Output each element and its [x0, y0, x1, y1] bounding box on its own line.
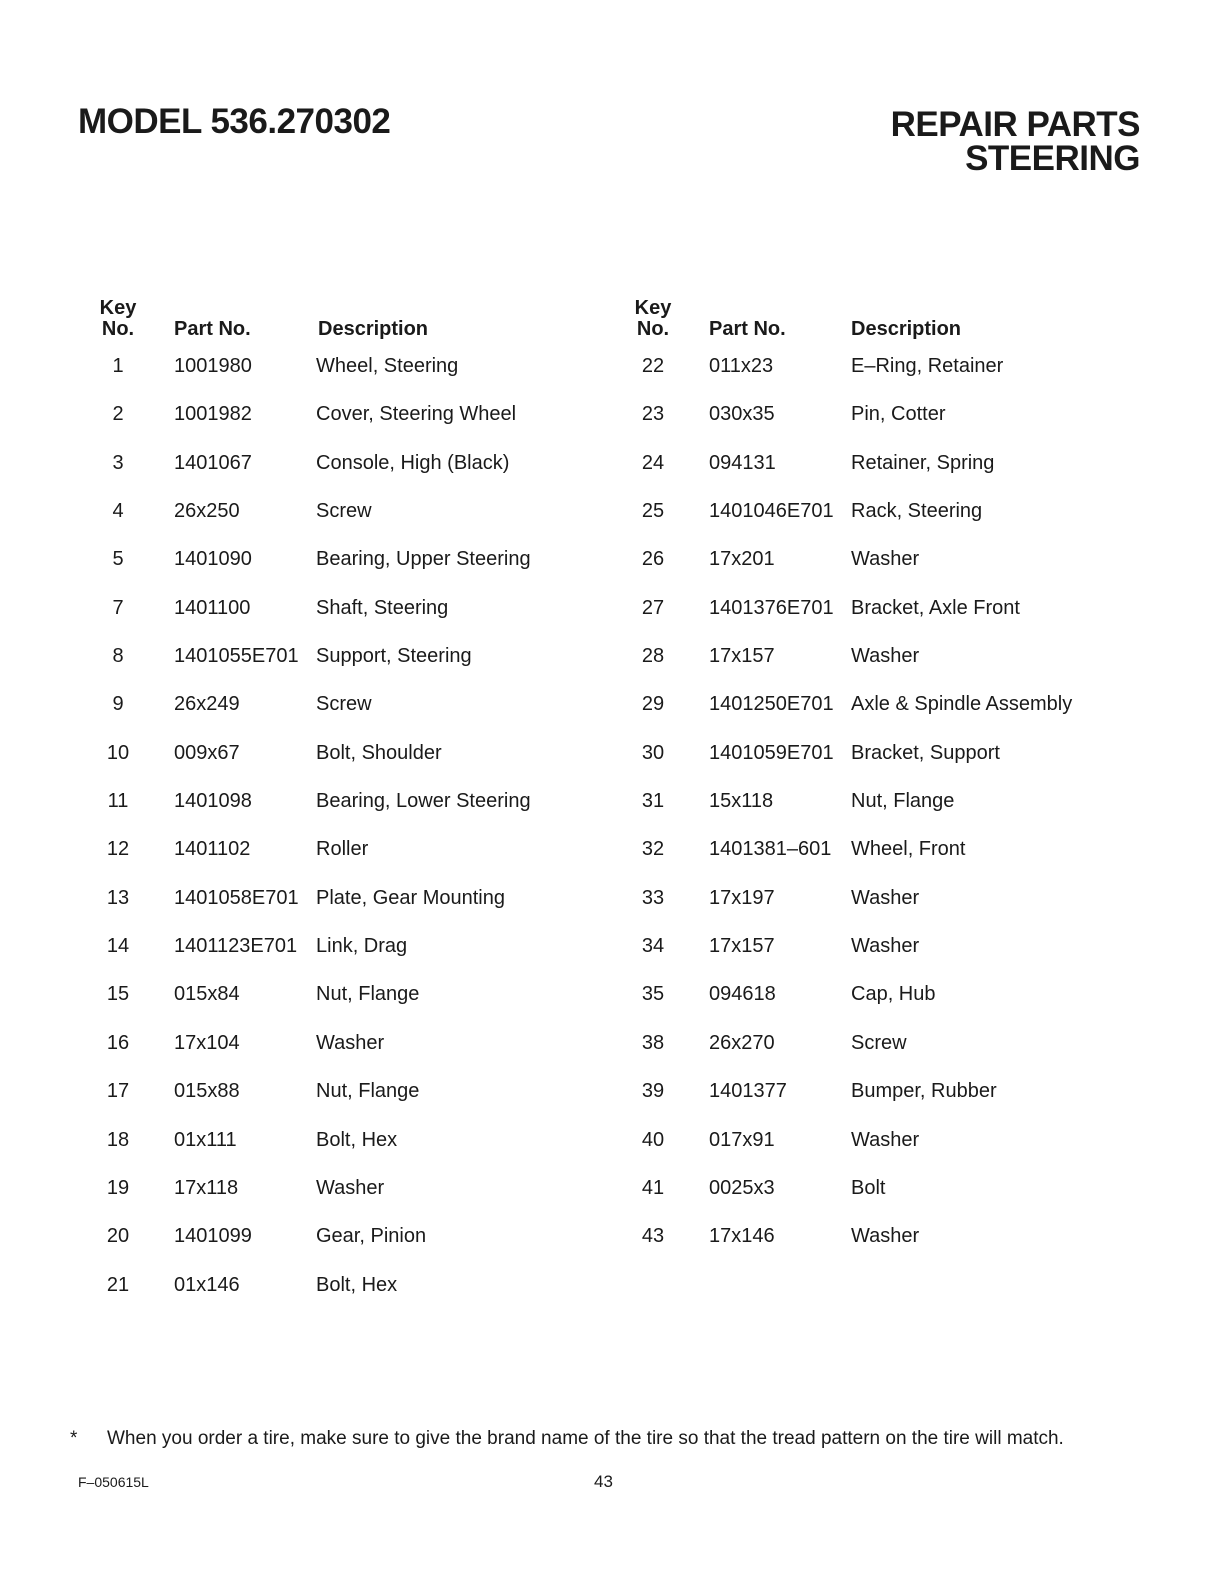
- part-number: 094131: [709, 451, 776, 474]
- part-description: Cap, Hub: [851, 983, 936, 1006]
- key-number: 3: [112, 451, 124, 474]
- part-description: Rack, Steering: [851, 500, 983, 523]
- part-number: 1401100: [174, 596, 251, 619]
- part-number: 17x197: [709, 886, 775, 909]
- key-number: 22: [641, 355, 665, 377]
- key-number: 12: [106, 838, 130, 861]
- part-description: Bolt, Hex: [316, 1128, 398, 1151]
- note-text: When you order a tire, make sure to give the brand name of the tire so that the tread pattern on the tire will match.: [107, 1428, 1064, 1449]
- part-number: 26x249: [174, 693, 240, 716]
- part-description: Bumper, Rubber: [851, 1080, 997, 1103]
- part-number: 17x201: [709, 548, 775, 571]
- key-number: 17: [106, 1080, 130, 1103]
- key-number: 1: [112, 355, 124, 377]
- part-number: 17x157: [709, 645, 775, 668]
- key-number: 28: [641, 645, 665, 668]
- key-number: 5: [112, 548, 124, 571]
- part-description: Bearing, Upper Steering: [316, 548, 531, 571]
- part-description: Bolt, Shoulder: [316, 741, 442, 764]
- model-title: MODEL 536.270302: [78, 102, 391, 141]
- part-description: Roller: [316, 838, 369, 861]
- key-number: 40: [641, 1128, 665, 1151]
- part-number: 1401381–601: [709, 838, 832, 861]
- part-number: 011x23: [709, 355, 774, 377]
- key-number: 8: [112, 645, 124, 668]
- key-number: 16: [106, 1031, 130, 1054]
- part-number: 1401250E701: [709, 693, 834, 716]
- part-number: 1401055E701: [174, 645, 299, 668]
- part-description: Washer: [851, 886, 920, 909]
- part-description: Bracket, Support: [851, 741, 1000, 764]
- key-number: 24: [641, 451, 665, 474]
- part-number: 1401090: [174, 548, 252, 571]
- part-no-header: Part No.: [174, 318, 251, 340]
- part-description: Wheel, Front: [851, 838, 966, 861]
- key-number: 34: [641, 935, 665, 958]
- part-description: Washer: [851, 1225, 920, 1248]
- part-description: Washer: [851, 645, 920, 668]
- key-header-line2: No.: [636, 318, 670, 340]
- part-number: 017x91: [709, 1128, 775, 1151]
- key-number: 26: [641, 548, 665, 571]
- key-number: 15: [106, 983, 130, 1006]
- part-description: Nut, Flange: [851, 790, 955, 813]
- part-description: Bearing, Lower Steering: [316, 790, 531, 813]
- key-number: 4: [112, 500, 124, 523]
- part-description: Shaft, Steering: [316, 596, 449, 619]
- key-number: 20: [106, 1225, 130, 1248]
- part-number: 26x250: [174, 500, 240, 523]
- key-no-header: [623, 298, 683, 340]
- part-description: Washer: [851, 935, 920, 958]
- part-description: Plate, Gear Mounting: [316, 886, 505, 909]
- part-number: 0025x3: [709, 1176, 775, 1199]
- part-description: Bolt: [851, 1176, 886, 1199]
- part-number: 1401102: [174, 838, 251, 861]
- part-number: 1401058E701: [174, 886, 299, 909]
- part-number: 15x118: [709, 790, 774, 813]
- part-number: 1401377: [709, 1080, 787, 1103]
- key-number: 23: [641, 403, 665, 426]
- description-header: Description: [851, 318, 962, 340]
- part-number: 030x35: [709, 403, 775, 426]
- part-description: Nut, Flange: [316, 983, 420, 1006]
- key-number: 31: [641, 790, 665, 813]
- form-number: F–050615L: [78, 1474, 149, 1490]
- page-number: 43: [594, 1472, 613, 1491]
- part-description: Washer: [316, 1031, 385, 1054]
- part-description: Washer: [851, 1128, 920, 1151]
- part-number: 1401123E701: [174, 935, 298, 958]
- part-description: Support, Steering: [316, 645, 472, 668]
- part-description: Washer: [851, 548, 920, 571]
- part-description: Cover, Steering Wheel: [316, 403, 517, 426]
- part-description: Washer: [316, 1176, 385, 1199]
- key-number: 25: [641, 500, 665, 523]
- part-number: 094618: [709, 983, 776, 1006]
- key-number: 32: [641, 838, 665, 861]
- key-number: 19: [106, 1176, 130, 1199]
- part-number: 1401376E701: [709, 596, 834, 619]
- key-number: 7: [112, 596, 124, 619]
- part-description: Wheel, Steering: [316, 355, 459, 377]
- key-number: 41: [641, 1176, 665, 1199]
- part-number: 1401098: [174, 790, 252, 813]
- part-number: 01x146: [174, 1273, 240, 1296]
- key-number: 35: [641, 983, 665, 1006]
- part-number: 17x118: [174, 1176, 239, 1199]
- part-description: Nut, Flange: [316, 1080, 420, 1103]
- key-number: 18: [106, 1128, 130, 1151]
- key-header-line1: Key: [634, 297, 672, 319]
- part-number: 17x157: [709, 935, 775, 958]
- part-description: Axle & Spindle Assembly: [851, 693, 1073, 716]
- part-number: 1401067: [174, 451, 252, 474]
- part-number: 17x146: [709, 1225, 775, 1248]
- section-title-line2: STEERING: [965, 139, 1140, 179]
- part-number: 1401059E701: [709, 741, 834, 764]
- key-number: 39: [641, 1080, 665, 1103]
- part-number: 1401099: [174, 1225, 252, 1248]
- part-number: 17x104: [174, 1031, 240, 1054]
- description-header: Description: [318, 318, 429, 340]
- key-number: 9: [112, 693, 124, 716]
- part-description: Screw: [316, 693, 372, 716]
- part-description: Screw: [316, 500, 372, 523]
- key-number: 27: [641, 596, 665, 619]
- key-number: 10: [106, 741, 130, 764]
- key-number: 43: [641, 1225, 665, 1248]
- part-description: Retainer, Spring: [851, 451, 995, 474]
- part-description: Gear, Pinion: [316, 1225, 427, 1248]
- part-number: 1001980: [174, 355, 252, 377]
- part-description: Link, Drag: [316, 935, 408, 958]
- key-number: 11: [107, 790, 129, 813]
- key-no-header: [88, 298, 148, 340]
- section-title: [890, 105, 1140, 179]
- key-header-line2: No.: [101, 318, 135, 340]
- key-number: 21: [106, 1273, 130, 1296]
- part-description: Pin, Cotter: [851, 403, 946, 426]
- part-number: 1001982: [174, 403, 252, 426]
- key-number: 38: [641, 1031, 665, 1054]
- key-number: 30: [641, 741, 665, 764]
- part-description: E–Ring, Retainer: [851, 355, 1004, 377]
- part-no-header: Part No.: [709, 318, 786, 340]
- part-number: 015x84: [174, 983, 240, 1006]
- part-number: 26x270: [709, 1031, 775, 1054]
- note-asterisk: *: [70, 1428, 78, 1449]
- key-number: 2: [112, 403, 124, 426]
- part-description: Bracket, Axle Front: [851, 596, 1020, 619]
- section-title-line1: REPAIR PARTS: [890, 105, 1140, 144]
- part-number: 01x111: [174, 1128, 237, 1151]
- key-number: 13: [106, 886, 130, 909]
- part-number: 1401046E701: [709, 500, 834, 523]
- key-header-line1: Key: [99, 297, 137, 319]
- key-number: 29: [641, 693, 665, 716]
- part-number: 015x88: [174, 1080, 240, 1103]
- part-description: Bolt, Hex: [316, 1273, 398, 1296]
- key-number: 14: [106, 935, 130, 958]
- part-description: Screw: [851, 1031, 907, 1054]
- part-number: 009x67: [174, 741, 240, 764]
- key-number: 33: [641, 886, 665, 909]
- part-description: Console, High (Black): [316, 451, 510, 474]
